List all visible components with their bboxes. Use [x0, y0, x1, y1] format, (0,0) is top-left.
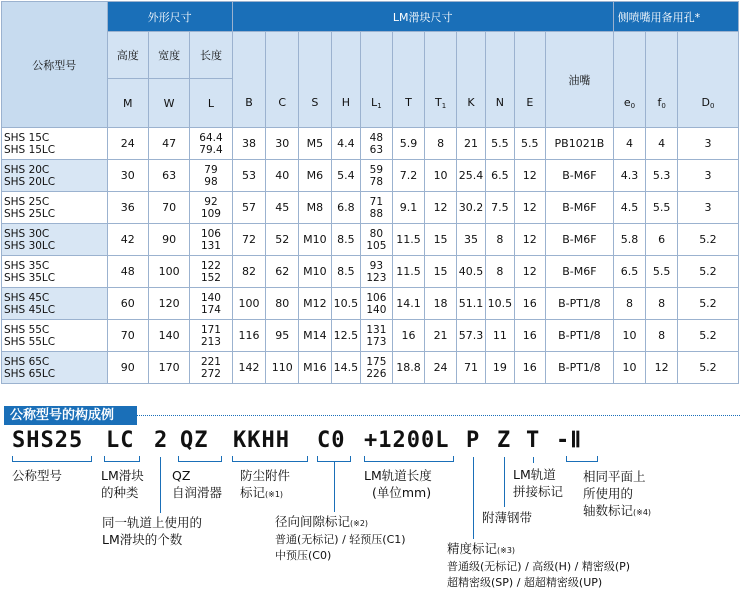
cell-H: 5.4 — [331, 160, 360, 192]
cell-f0: 12 — [646, 352, 678, 384]
cell-L-line2: 152 — [200, 271, 221, 284]
cell-T1: 18 — [425, 288, 457, 320]
note-rail-length — [364, 467, 432, 501]
leader-precision — [473, 457, 474, 539]
cell-B: 142 — [232, 352, 266, 384]
cell-oil: B-M6F — [546, 192, 614, 224]
cell-model-name — [2, 192, 108, 224]
leader-steel-strip — [504, 457, 505, 507]
note-rail-joint-line1: LM轨道 — [513, 467, 556, 482]
cell-H: 8.5 — [331, 224, 360, 256]
cell-M: 60 — [107, 288, 148, 320]
cell-L — [190, 320, 232, 352]
sym-E: E — [514, 32, 546, 128]
cell-e0: 5.8 — [613, 224, 646, 256]
note-rail-joint — [513, 466, 563, 500]
note-precision-text: 精度标记 — [447, 541, 498, 556]
cell-L1-line2: 173 — [366, 335, 387, 348]
cell-model-name-line1: SHS 35C — [4, 259, 50, 272]
cell-H: 10.5 — [331, 288, 360, 320]
cell-L1-line1: 59 — [369, 163, 384, 176]
cell-model-name — [2, 320, 108, 352]
cell-f0: 4 — [646, 128, 678, 160]
code-dust: KKHH — [233, 428, 290, 453]
cell-f0: 5.5 — [646, 192, 678, 224]
cell-model-name-line2: SHS 35LC — [4, 271, 56, 284]
cell-H: 4.4 — [331, 128, 360, 160]
cell-oil: B-PT1/8 — [546, 320, 614, 352]
table-row — [2, 224, 739, 256]
cell-S: M10 — [299, 224, 332, 256]
bracket-axes — [566, 456, 598, 462]
spec-table — [1, 1, 739, 384]
cell-K: 51.1 — [456, 288, 485, 320]
cell-f0: 5.5 — [646, 256, 678, 288]
cell-H: 8.5 — [331, 256, 360, 288]
cell-E: 12 — [514, 224, 546, 256]
cell-L1-line2: 105 — [366, 239, 387, 252]
cell-S: M8 — [299, 192, 332, 224]
cell-T1: 24 — [425, 352, 457, 384]
cell-M: 24 — [107, 128, 148, 160]
cell-C: 52 — [266, 224, 299, 256]
cell-W: 120 — [148, 288, 189, 320]
cell-D0: 5.2 — [677, 352, 738, 384]
cell-L-line1: 106 — [200, 227, 221, 240]
code-rail-length: +1200L — [364, 428, 450, 453]
cell-L1-line1: 175 — [366, 355, 387, 368]
cell-T1: 10 — [425, 160, 457, 192]
cell-N: 19 — [486, 352, 514, 384]
note-clearance-text: 径向间隙标记 — [275, 514, 351, 529]
note-axes-line2: 所使用的 — [583, 486, 634, 501]
cell-E: 12 — [514, 160, 546, 192]
cell-oil: B-PT1/8 — [546, 288, 614, 320]
cell-T1: 15 — [425, 224, 457, 256]
leader-clearance — [334, 462, 335, 512]
code-block-type: LC — [106, 428, 135, 453]
cell-L — [190, 256, 232, 288]
cell-L — [190, 160, 232, 192]
cell-L1-line1: 71 — [369, 195, 384, 208]
cell-L-line2: 174 — [200, 303, 221, 316]
cell-model-name-line1: SHS 20C — [4, 163, 50, 176]
cell-model-name — [2, 352, 108, 384]
note-qz-line2: 自润滑器 — [172, 485, 223, 500]
cell-T1: 21 — [425, 320, 457, 352]
sym-B: B — [232, 32, 266, 128]
cell-H: 14.5 — [331, 352, 360, 384]
note-precision-line3: 超精密级(SP) / 超超精密级(UP) — [447, 576, 603, 589]
cell-e0: 6.5 — [613, 256, 646, 288]
cell-L-line2: 272 — [200, 367, 221, 380]
cell-W: 100 — [148, 256, 189, 288]
cell-L1 — [361, 128, 393, 160]
note-dust-text: 标记 — [240, 485, 266, 500]
cell-model-name-line1: SHS 30C — [4, 227, 50, 240]
cell-M: 90 — [107, 352, 148, 384]
group-outer-dims: 外形尺寸 — [107, 2, 232, 32]
cell-L — [190, 224, 232, 256]
code-axes: -Ⅱ — [556, 428, 583, 453]
oil-nipple-header: 油嘴 — [546, 32, 614, 128]
cell-L1 — [361, 352, 393, 384]
note-axes-line3 — [583, 502, 651, 521]
code-clearance: C0 — [317, 428, 346, 453]
cell-N: 11 — [486, 320, 514, 352]
bracket-qz — [178, 456, 222, 462]
label-height: 高度 — [107, 32, 148, 79]
cell-model-name-line2: SHS 45LC — [4, 303, 56, 316]
cell-model-name-line1: SHS 15C — [4, 131, 50, 144]
cell-T: 11.5 — [392, 256, 425, 288]
table-row — [2, 128, 739, 160]
cell-model-name — [2, 288, 108, 320]
cell-B: 72 — [232, 224, 266, 256]
sym-D0: $D_0$ — [677, 32, 738, 128]
cell-L — [190, 352, 232, 384]
cell-model-name-line2: SHS 20LC — [4, 175, 56, 188]
cell-K: 71 — [456, 352, 485, 384]
cell-B: 82 — [232, 256, 266, 288]
cell-L1 — [361, 288, 393, 320]
cell-model-name-line1: SHS 45C — [4, 291, 50, 304]
cell-E: 16 — [514, 352, 546, 384]
cell-L1-line2: 78 — [369, 175, 384, 188]
sym-L: L — [190, 79, 232, 128]
table-row — [2, 256, 739, 288]
cell-E: 16 — [514, 288, 546, 320]
note-block-type-line2: 的种类 — [101, 485, 139, 500]
note-rail-joint-line2: 拼接标记 — [513, 484, 564, 499]
cell-D0: 3 — [677, 160, 738, 192]
note-rail-length-line1: LM轨道长度 — [364, 468, 432, 483]
cell-L1-line1: 106 — [366, 291, 387, 304]
cell-model-name-line1: SHS 55C — [4, 323, 50, 336]
cell-D0: 5.2 — [677, 288, 738, 320]
cell-model-name-line2: SHS 65LC — [4, 367, 56, 380]
cell-L-line1: 92 — [204, 195, 218, 208]
cell-oil: B-M6F — [546, 160, 614, 192]
cell-f0: 5.3 — [646, 160, 678, 192]
note-axes-ref: (※4) — [633, 508, 652, 517]
cell-B: 116 — [232, 320, 266, 352]
note-clearance-line3: 中预压(C0) — [275, 549, 332, 562]
cell-C: 62 — [266, 256, 299, 288]
composition-title: 公称型号的构成例 — [4, 406, 137, 425]
cell-M: 70 — [107, 320, 148, 352]
cell-M: 48 — [107, 256, 148, 288]
cell-K: 30.2 — [456, 192, 485, 224]
cell-L1-line1: 48 — [369, 131, 384, 144]
cell-oil: PB1021B — [546, 128, 614, 160]
cell-C: 95 — [266, 320, 299, 352]
note-qz — [172, 467, 222, 501]
cell-L1-line2: 226 — [366, 367, 387, 380]
cell-oil: B-PT1/8 — [546, 352, 614, 384]
note-dust-line2 — [240, 484, 290, 503]
cell-e0: 8 — [613, 288, 646, 320]
cell-S: M12 — [299, 288, 332, 320]
table-row — [2, 288, 739, 320]
cell-L1-line1: 93 — [369, 259, 384, 272]
model-header: 公称型号 — [2, 2, 108, 128]
sym-T: T — [392, 32, 425, 128]
note-block-type-line1: LM滑块 — [101, 468, 144, 483]
cell-N: 7.5 — [486, 192, 514, 224]
note-clearance-line2: 普通(无标记) / 轻预压(C1) — [275, 533, 406, 546]
sym-L1: $L_1$ — [361, 32, 393, 128]
table-row — [2, 192, 739, 224]
cell-model-name-line1: SHS 25C — [4, 195, 50, 208]
cell-B: 38 — [232, 128, 266, 160]
cell-L-line1: 221 — [200, 355, 221, 368]
note-axes-text: 轴数标记 — [583, 503, 634, 518]
sym-T1: $T_1$ — [425, 32, 457, 128]
cell-L-line1: 79 — [204, 163, 218, 176]
cell-M: 42 — [107, 224, 148, 256]
cell-T1: 8 — [425, 128, 457, 160]
sym-f0: $f_0$ — [646, 32, 678, 128]
note-precision-line2: 普通级(无标记) / 高级(H) / 精密级(P) — [447, 560, 631, 573]
leader-rail-joint — [533, 457, 534, 463]
bracket-model — [12, 456, 92, 462]
cell-N: 5.5 — [486, 128, 514, 160]
cell-L1 — [361, 192, 393, 224]
cell-L-line2: 98 — [204, 175, 218, 188]
sym-W: W — [148, 79, 189, 128]
cell-L1-line2: 123 — [366, 271, 387, 284]
cell-oil: B-M6F — [546, 256, 614, 288]
note-dust-ref: (※1) — [265, 490, 284, 499]
note-axes — [583, 468, 651, 521]
cell-T: 7.2 — [392, 160, 425, 192]
bracket-block-type — [104, 456, 140, 462]
note-count-line2: LM滑块的个数 — [102, 532, 183, 547]
spec-table-body — [2, 128, 739, 384]
note-model: 公称型号 — [12, 468, 63, 483]
cell-model-name — [2, 128, 108, 160]
cell-K: 21 — [456, 128, 485, 160]
cell-C: 30 — [266, 128, 299, 160]
cell-T1: 15 — [425, 256, 457, 288]
cell-L — [190, 128, 232, 160]
cell-S: M5 — [299, 128, 332, 160]
note-precision-line1 — [447, 540, 630, 559]
cell-model-name — [2, 224, 108, 256]
bracket-rail-length — [364, 456, 454, 462]
code-precision: P — [466, 428, 481, 453]
bracket-dust — [232, 456, 308, 462]
cell-model-name-line1: SHS 65C — [4, 355, 50, 368]
cell-L1 — [361, 256, 393, 288]
cell-H: 6.8 — [331, 192, 360, 224]
code-count: 2 — [154, 428, 169, 453]
cell-E: 16 — [514, 320, 546, 352]
cell-D0: 5.2 — [677, 224, 738, 256]
sym-C: C — [266, 32, 299, 128]
sym-e0: $e_0$ — [613, 32, 646, 128]
cell-H: 12.5 — [331, 320, 360, 352]
code-rail-joint: T — [526, 428, 541, 453]
cell-B: 100 — [232, 288, 266, 320]
note-block-type — [101, 467, 144, 501]
cell-K: 40.5 — [456, 256, 485, 288]
cell-L1-line2: 88 — [369, 207, 384, 220]
cell-T: 14.1 — [392, 288, 425, 320]
cell-B: 53 — [232, 160, 266, 192]
cell-N: 8 — [486, 256, 514, 288]
note-steel-strip: 附薄钢带 — [482, 510, 533, 525]
cell-C: 110 — [266, 352, 299, 384]
cell-oil: B-M6F — [546, 224, 614, 256]
cell-f0: 8 — [646, 288, 678, 320]
cell-L-line1: 140 — [200, 291, 221, 304]
note-precision-ref: (※3) — [497, 546, 516, 555]
cell-model-name-line2: SHS 55LC — [4, 335, 56, 348]
cell-K: 35 — [456, 224, 485, 256]
cell-K: 57.3 — [456, 320, 485, 352]
cell-L1 — [361, 320, 393, 352]
cell-L1 — [361, 160, 393, 192]
table-row — [2, 352, 739, 384]
cell-L-line2: 131 — [200, 239, 221, 252]
cell-S: M14 — [299, 320, 332, 352]
cell-W: 140 — [148, 320, 189, 352]
cell-L1-line2: 63 — [369, 143, 384, 156]
cell-e0: 10 — [613, 320, 646, 352]
cell-f0: 6 — [646, 224, 678, 256]
cell-T: 18.8 — [392, 352, 425, 384]
sym-S: S — [299, 32, 332, 128]
note-precision — [447, 540, 630, 591]
cell-model-name-line2: SHS 25LC — [4, 207, 56, 220]
cell-S: M6 — [299, 160, 332, 192]
note-dust-line1: 防尘附件 — [240, 468, 291, 483]
cell-C: 80 — [266, 288, 299, 320]
note-count-line1: 同一轨道上使用的 — [102, 515, 203, 530]
cell-W: 63 — [148, 160, 189, 192]
cell-C: 45 — [266, 192, 299, 224]
cell-L-line2: 213 — [200, 335, 221, 348]
cell-model-name — [2, 256, 108, 288]
cell-T: 9.1 — [392, 192, 425, 224]
cell-T: 11.5 — [392, 224, 425, 256]
cell-D0: 5.2 — [677, 320, 738, 352]
cell-model-name-line2: SHS 15LC — [4, 143, 56, 156]
note-clearance-ref: (※2) — [350, 519, 369, 528]
cell-N: 6.5 — [486, 160, 514, 192]
cell-L-line1: 171 — [200, 323, 221, 336]
cell-E: 12 — [514, 256, 546, 288]
cell-T1: 12 — [425, 192, 457, 224]
note-count — [102, 514, 202, 548]
code-qz: QZ — [180, 428, 209, 453]
cell-L1 — [361, 224, 393, 256]
cell-L-line1: 122 — [200, 259, 221, 272]
cell-T: 16 — [392, 320, 425, 352]
cell-N: 8 — [486, 224, 514, 256]
cell-L — [190, 288, 232, 320]
cell-model-name — [2, 160, 108, 192]
cell-L-line2: 109 — [200, 207, 221, 220]
group-spare-hole: 侧喷嘴用备用孔* — [613, 2, 738, 32]
cell-W: 70 — [148, 192, 189, 224]
note-axes-line1: 相同平面上 — [583, 469, 646, 484]
note-rail-length-line2: (单位mm) — [372, 485, 432, 500]
sym-H: H — [331, 32, 360, 128]
cell-E: 5.5 — [514, 128, 546, 160]
cell-L1-line2: 140 — [366, 303, 387, 316]
cell-M: 36 — [107, 192, 148, 224]
note-clearance — [275, 513, 406, 564]
sym-N: N — [486, 32, 514, 128]
cell-W: 47 — [148, 128, 189, 160]
cell-W: 90 — [148, 224, 189, 256]
cell-e0: 4 — [613, 128, 646, 160]
cell-M: 30 — [107, 160, 148, 192]
cell-K: 25.4 — [456, 160, 485, 192]
sym-M: M — [107, 79, 148, 128]
note-qz-line1: QZ — [172, 468, 191, 483]
cell-e0: 4.3 — [613, 160, 646, 192]
cell-L-line1: 64.4 — [199, 131, 223, 144]
cell-S: M10 — [299, 256, 332, 288]
sym-K: K — [456, 32, 485, 128]
cell-e0: 10 — [613, 352, 646, 384]
cell-B: 57 — [232, 192, 266, 224]
cell-C: 40 — [266, 160, 299, 192]
code-steel-strip: Z — [497, 428, 512, 453]
cell-D0: 5.2 — [677, 256, 738, 288]
label-length: 长度 — [190, 32, 232, 79]
cell-W: 170 — [148, 352, 189, 384]
table-row — [2, 320, 739, 352]
section-divider — [137, 415, 740, 416]
code-model: SHS25 — [12, 428, 84, 453]
cell-f0: 8 — [646, 320, 678, 352]
group-block-dims: LM滑块尺寸 — [232, 2, 613, 32]
cell-L1-line1: 80 — [369, 227, 384, 240]
cell-S: M16 — [299, 352, 332, 384]
cell-E: 12 — [514, 192, 546, 224]
note-dust — [240, 467, 290, 503]
cell-model-name-line2: SHS 30LC — [4, 239, 56, 252]
cell-D0: 3 — [677, 128, 738, 160]
cell-D0: 3 — [677, 192, 738, 224]
cell-e0: 4.5 — [613, 192, 646, 224]
cell-L1-line1: 131 — [366, 323, 387, 336]
label-width: 宽度 — [148, 32, 189, 79]
cell-N: 10.5 — [486, 288, 514, 320]
cell-T: 5.9 — [392, 128, 425, 160]
table-row — [2, 160, 739, 192]
cell-L — [190, 192, 232, 224]
leader-count — [160, 457, 161, 513]
cell-L-line2: 79.4 — [199, 143, 223, 156]
note-clearance-line1 — [275, 513, 406, 532]
